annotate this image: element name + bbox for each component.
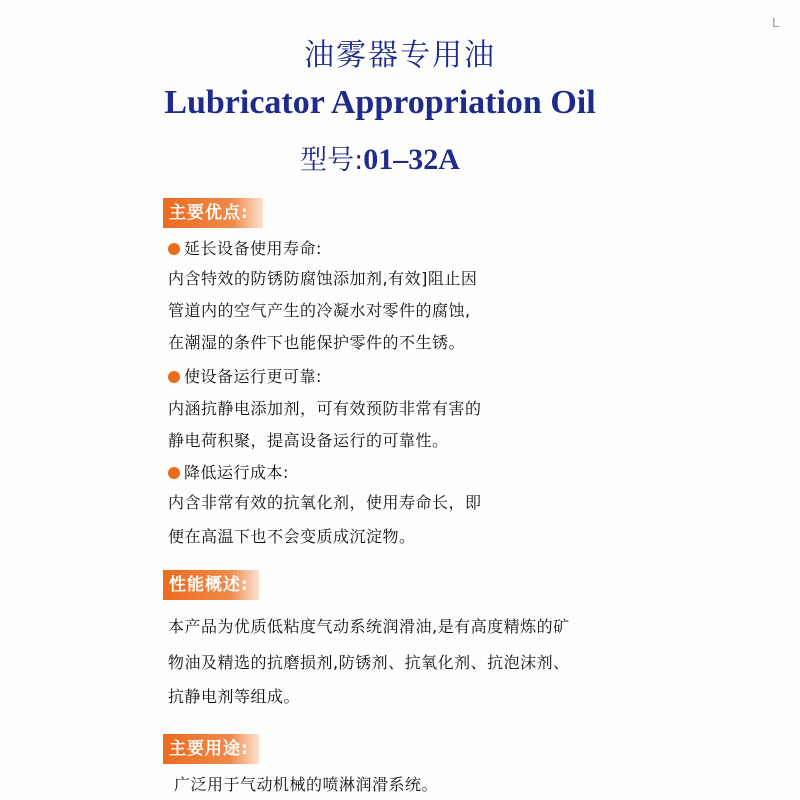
advantage-heading: 延长设备使用寿命:	[168, 236, 322, 259]
model-label: 型号:	[300, 145, 364, 176]
corner-mark: L	[772, 14, 780, 30]
orange-bullet-icon	[168, 371, 180, 383]
title-english: Lubricator Appropriation Oil	[164, 84, 596, 121]
orange-bullet-icon	[168, 243, 180, 255]
advantage-line: 便在高温下也不会变质成沉淀物。	[168, 527, 416, 546]
performance-line: 抗静电剂等组成。	[168, 687, 301, 706]
advantage-line: 管道内的空气产生的冷凝水对零件的腐蚀,	[168, 301, 471, 320]
performance-line: 本产品为优质低粘度气动系统润滑油,是有高度精炼的矿	[168, 617, 570, 636]
advantage-line: 静电荷积聚，提高设备运行的可靠性。	[168, 431, 449, 450]
model-number	[0, 138, 760, 177]
advantage-line: 内含特效的防锈防腐蚀添加剂,有效]阻止因	[168, 269, 478, 288]
advantage-line: 内涵抗静电添加剂，可有效预防非常有害的	[168, 399, 482, 418]
section-header-performance: 性能概述:	[163, 570, 259, 600]
advantage-heading: 降低运行成本:	[168, 460, 289, 483]
advantage-line: 内含非常有效的抗氧化剂，使用寿命长，即	[168, 493, 482, 512]
performance-line: 物油及精选的抗磨损剂,防锈剂、抗氧化剂、抗泡沫剂、	[168, 653, 570, 672]
orange-bullet-icon	[168, 467, 180, 479]
usage-line: 广泛用于气动机械的喷淋润滑系统。	[174, 775, 439, 794]
title-chinese: 油雾器专用油	[304, 38, 496, 73]
advantage-line: 在潮湿的条件下也能保护零件的不生锈。	[168, 333, 466, 352]
advantage-heading: 使设备运行更可靠:	[168, 364, 322, 387]
model-value: 01–32A	[363, 143, 460, 176]
section-header-usage: 主要用途:	[163, 734, 259, 764]
section-header-advantages: 主要优点:	[163, 198, 263, 228]
